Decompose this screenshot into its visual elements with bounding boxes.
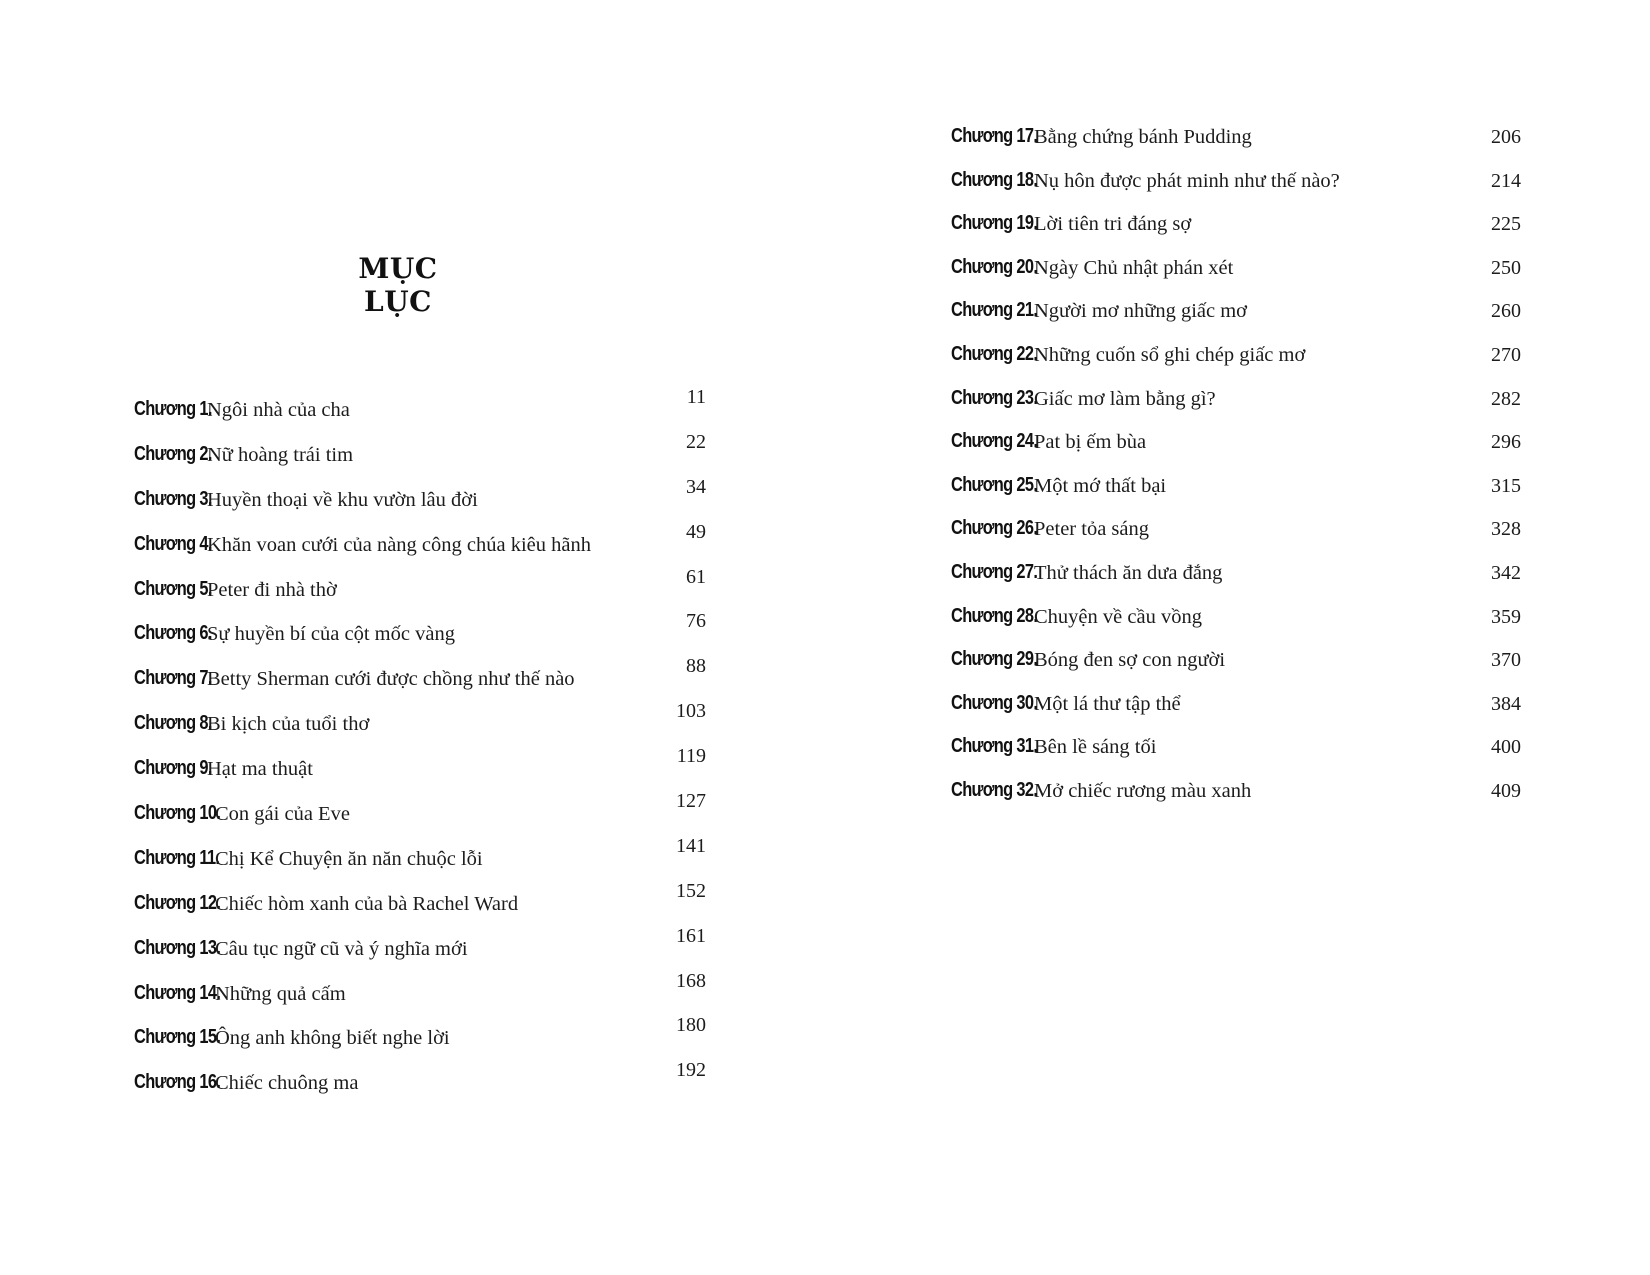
- chapter-number: Chương 29.: [951, 648, 1038, 671]
- page-number: 103: [676, 700, 706, 723]
- page-number: 328: [1491, 518, 1521, 541]
- chapter-number: Chương 12.: [134, 891, 221, 914]
- page-number: 359: [1491, 605, 1521, 628]
- toc-entry: [951, 299, 1521, 343]
- toc-entry: [951, 430, 1521, 474]
- page-number: 296: [1491, 431, 1521, 454]
- chapter-title: Chị Kể Chuyện ăn năn chuộc lỗi: [215, 847, 483, 870]
- chapter-title: Lời tiên tri đáng sợ: [1034, 213, 1192, 236]
- page-number: 161: [676, 924, 706, 947]
- chapter-title: Huyền thoại về khu vườn lâu đời: [207, 488, 478, 511]
- chapter-title: Bi kịch của tuổi thơ: [207, 713, 370, 736]
- chapter-number: Chương 8.: [134, 712, 212, 735]
- toc-entry: [134, 1059, 706, 1116]
- chapter-title: Ông anh không biết nghe lời: [215, 1027, 450, 1050]
- page-number: 409: [1491, 779, 1521, 802]
- toc-entry: [951, 561, 1521, 605]
- page-number: 49: [686, 520, 706, 543]
- chapter-title: Ngày Chủ nhật phán xét: [1034, 256, 1234, 279]
- chapter-number: Chương 7.: [134, 667, 212, 690]
- toc-entry: [951, 779, 1521, 823]
- chapter-title: Chiếc chuông ma: [215, 1072, 359, 1095]
- chapter-title: Chuyện về cầu vồng: [1034, 605, 1202, 628]
- chapter-title: Một lá thư tập thể: [1034, 692, 1181, 715]
- chapter-title: Người mơ những giấc mơ: [1034, 300, 1248, 323]
- toc-entry: [134, 430, 706, 488]
- page-number: 260: [1491, 300, 1521, 323]
- chapter-number: Chương 6.: [134, 622, 212, 645]
- chapter-title: Một mớ thất bại: [1034, 474, 1167, 497]
- toc-entry: [951, 605, 1521, 649]
- toc-entry: [134, 386, 706, 443]
- chapter-number: Chương 11.: [134, 846, 220, 869]
- toc-entry: [134, 610, 706, 667]
- toc-entry: [134, 879, 706, 937]
- chapter-title: Nữ hoàng trái tim: [207, 443, 354, 466]
- page-number: 168: [676, 969, 706, 992]
- toc-entry: [134, 834, 706, 892]
- chapter-title: Chiếc hòm xanh của bà Rachel Ward: [215, 892, 519, 915]
- chapter-number: Chương 32.: [951, 778, 1038, 801]
- chapter-title: Bóng đen sợ con người: [1034, 649, 1226, 672]
- page-number: 22: [686, 430, 706, 453]
- toc-entry: [134, 565, 706, 623]
- chapter-number: Chương 13.: [134, 936, 221, 959]
- page-number: 282: [1491, 387, 1521, 410]
- page-number: 315: [1491, 474, 1521, 497]
- chapter-title: Khăn voan cưới của nàng công chúa kiêu hãnh: [207, 533, 591, 556]
- page-number: 206: [1491, 126, 1521, 148]
- toc-entry: [951, 343, 1521, 387]
- chapter-number: Chương 15.: [134, 1026, 221, 1049]
- toc-entry: [134, 1014, 706, 1071]
- page-title: MỤC LỤC: [358, 252, 438, 318]
- page-number: 225: [1491, 213, 1521, 236]
- page-number: 342: [1491, 561, 1521, 584]
- page-number: 119: [676, 745, 706, 768]
- chapter-title: Nụ hôn được phát minh như thế nào?: [1034, 169, 1340, 192]
- toc-entry: [134, 969, 706, 1027]
- toc-entry: [951, 692, 1521, 736]
- chapter-title: Mở chiếc rương màu xanh: [1034, 779, 1252, 802]
- toc-entry: [134, 520, 706, 578]
- chapter-number: Chương 28.: [951, 604, 1038, 627]
- toc-entry: [134, 745, 706, 802]
- toc-entry: [951, 648, 1521, 692]
- chapter-number: Chương 3.: [134, 487, 212, 510]
- chapter-number: Chương 10.: [134, 802, 221, 825]
- toc-entry: [951, 735, 1521, 779]
- toc-right-column: [951, 125, 1521, 823]
- chapter-number: Chương 21.: [951, 299, 1038, 322]
- chapter-number: Chương 23.: [951, 386, 1038, 409]
- toc-entry: [951, 125, 1521, 169]
- page-number: 270: [1491, 343, 1521, 366]
- chapter-number: Chương 27.: [951, 560, 1038, 583]
- chapter-title: Bằng chứng bánh Pudding: [1034, 126, 1252, 148]
- chapter-number: Chương 4.: [134, 532, 212, 555]
- toc-entry: [951, 474, 1521, 518]
- chapter-number: Chương 19.: [951, 212, 1038, 235]
- chapter-number: Chương 22.: [951, 342, 1038, 365]
- chapter-title: Pat bị ếm bùa: [1034, 431, 1147, 454]
- page-number: 11: [686, 386, 706, 408]
- page-number: 180: [676, 1014, 706, 1037]
- page-number: 384: [1491, 692, 1521, 715]
- chapter-title: Ngôi nhà của cha: [207, 399, 350, 421]
- page-number: 61: [686, 565, 706, 588]
- chapter-number: Chương 25.: [951, 473, 1038, 496]
- page-number: 250: [1491, 256, 1521, 279]
- page-number: 400: [1491, 736, 1521, 759]
- toc-entry: [134, 655, 706, 712]
- chapter-title: Peter đi nhà thờ: [207, 578, 337, 601]
- page-number: 141: [676, 834, 706, 857]
- chapter-number: Chương 24.: [951, 430, 1038, 453]
- chapter-number: Chương 20.: [951, 255, 1038, 278]
- chapter-title: Hạt ma thuật: [207, 758, 313, 781]
- toc-entry: [134, 924, 706, 982]
- page-number: 192: [676, 1059, 706, 1082]
- toc-entry: [951, 212, 1521, 256]
- toc-entry: [951, 169, 1521, 213]
- chapter-number: Chương 31.: [951, 735, 1038, 758]
- toc-entry: [134, 790, 706, 847]
- chapter-title: Bên lề sáng tối: [1034, 736, 1157, 759]
- chapter-number: Chương 5.: [134, 577, 212, 600]
- chapter-title: Thử thách ăn dưa đắng: [1034, 561, 1223, 584]
- toc-entry: [951, 517, 1521, 561]
- chapter-number: Chương 16.: [134, 1071, 221, 1094]
- chapter-title: Những quả cấm: [215, 982, 346, 1005]
- toc-entry: [951, 387, 1521, 431]
- chapter-title: Giấc mơ làm bằng gì?: [1034, 387, 1216, 410]
- page-number: 127: [676, 790, 706, 813]
- chapter-title: Sự huyền bí của cột mốc vàng: [207, 623, 455, 646]
- page-number: 370: [1491, 649, 1521, 672]
- chapter-number: Chương 14.: [134, 981, 221, 1004]
- toc-entry: [951, 256, 1521, 300]
- chapter-title: Peter tỏa sáng: [1034, 518, 1149, 541]
- page-number: 214: [1491, 169, 1521, 192]
- toc-entry: [134, 475, 706, 533]
- chapter-title: Con gái của Eve: [215, 803, 350, 826]
- chapter-title: Betty Sherman cưới được chồng như thế nào: [207, 668, 575, 691]
- chapter-number: Chương 26.: [951, 517, 1038, 540]
- chapter-number: Chương 9.: [134, 757, 212, 780]
- chapter-number: Chương 30.: [951, 691, 1038, 714]
- page-number: 152: [676, 879, 706, 902]
- toc-left-column: [134, 386, 706, 1116]
- chapter-title: Những cuốn sổ ghi chép giấc mơ: [1034, 343, 1306, 366]
- chapter-number: Chương 18.: [951, 168, 1038, 191]
- toc-entry: [134, 700, 706, 757]
- chapter-number: Chương 2.: [134, 442, 212, 465]
- chapter-title: Câu tục ngữ cũ và ý nghĩa mới: [215, 937, 468, 960]
- page-number: 34: [686, 475, 706, 498]
- chapter-number: Chương 1.: [134, 398, 212, 420]
- chapter-number: Chương 17.: [951, 125, 1038, 147]
- page-number: 88: [686, 655, 706, 678]
- page-number: 76: [686, 610, 706, 633]
